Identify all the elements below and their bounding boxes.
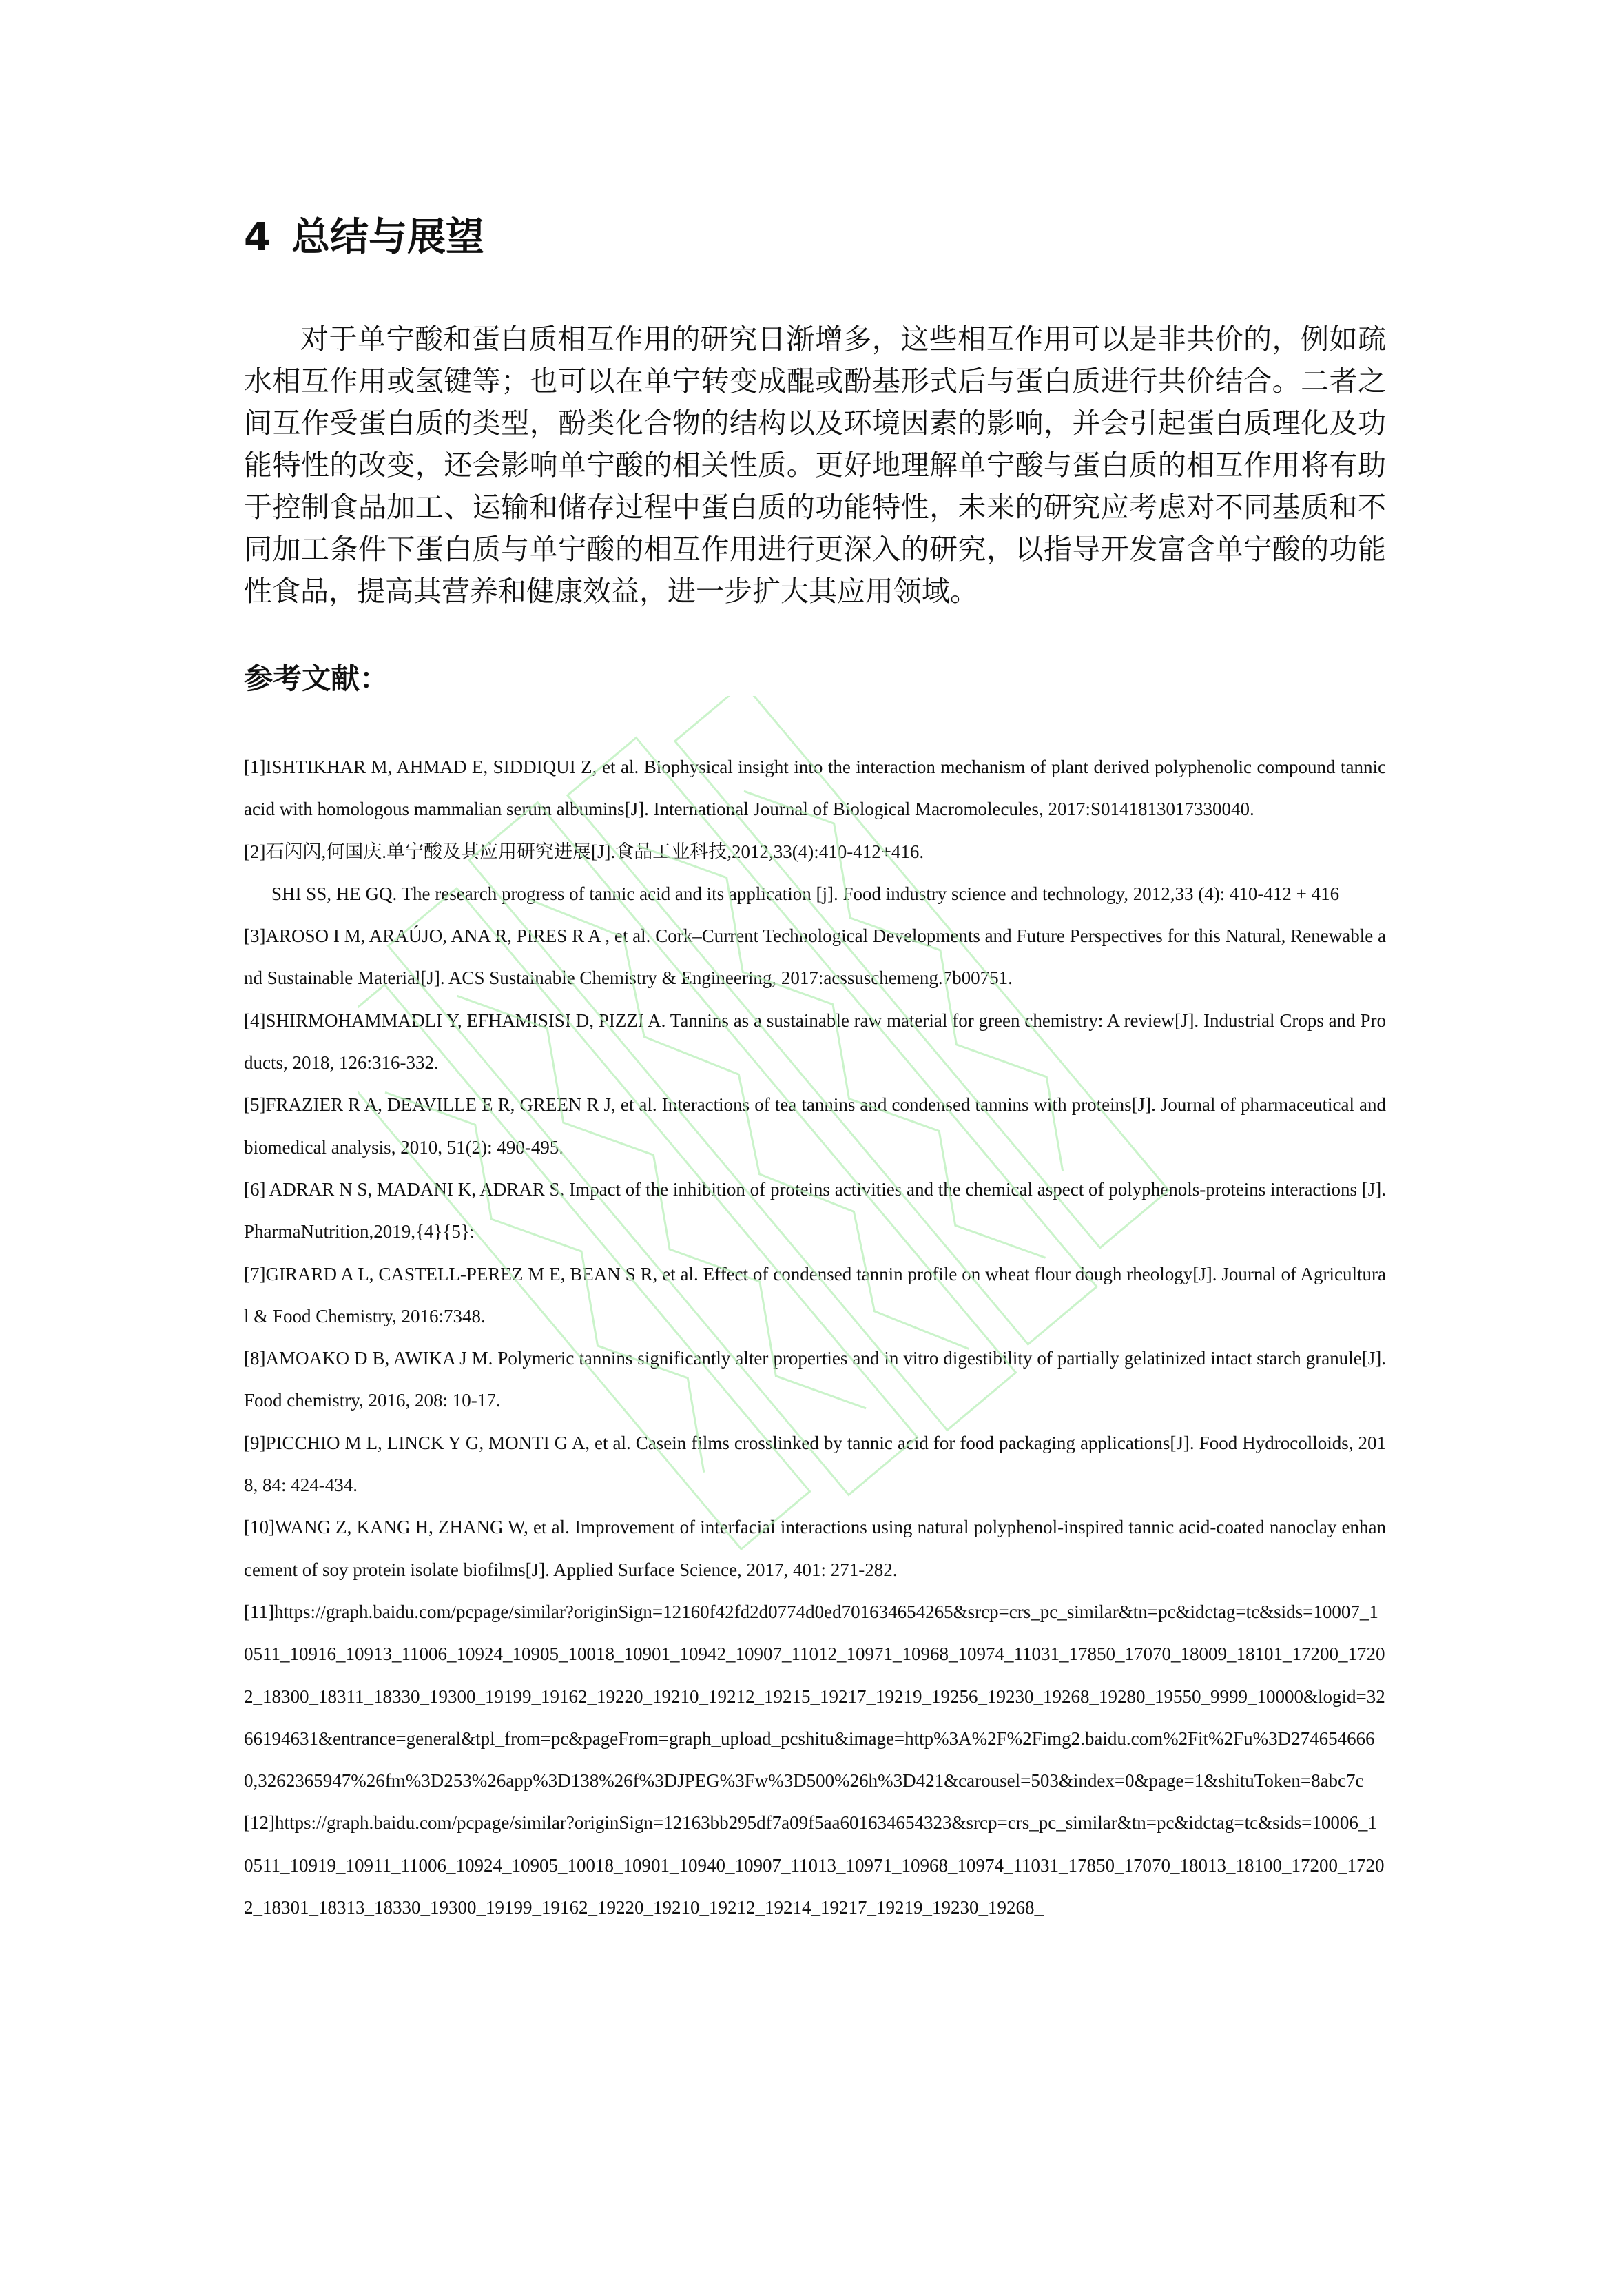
references-heading: 参考文献： [244, 662, 389, 695]
reference-item: [1]ISHTIKHAR M, AHMAD E, SIDDIQUI Z, et al. Biophysical insight into the interaction mechanism of plant derived polyphenolic compound tannic acid with homologous mammalian serum albumins[J]. International Journal of Biological Macromolecules, 2017:S0141813017330040. [244, 757, 1386, 820]
reference-item: [5]FRAZIER R A, DEAVILLE E R, GREEN R J, et al. Interactions of tea tannins and condensed tannins with proteins[J]. Journal of pharmaceutical and biomedical analysis, 2010, 51(2): 490-495. [244, 1094, 1386, 1158]
reference-item: [3]AROSO I M, ARAÚJO, ANA R, PIRES R A , et al. Cork–Current Technological Developments and Future Perspectives for this Natural, Renewable and Sustainable Material[J]. ACS Sustainable Chemistry & Engineering, 2017:acssuschemeng.7b00751. [244, 925, 1386, 989]
section-number: 4 [244, 215, 271, 260]
reference-item: [10]WANG Z, KANG H, ZHANG W, et al. Improvement of interfacial interactions using natural polyphenol-inspired tannic acid-coated nanoclay enhancement of soy protein isolate biofilms[J]. Applied Surface Science, 2017, 401: 271-282. [244, 1517, 1386, 1580]
reference-item: [11]https://graph.baidu.com/pcpage/similar?originSign=12160f42fd2d0774d0ed701634654265&srcp=crs_pc_similar&tn=pc&idctag=tc&sids=10007_10511_10916_10913_11006_10924_10905_10018_10901_10942_10907_11012_10971_10968_10974_11031_17850_17070_18009_18101_17200_17202_18300_18311_18330_19300_19199_19162_19220_19210_19212_19215_19217_19219_19256_19230_19268_19280_19550_9999_10000&logid=3266194631&entrance=general&tpl_from=pc&pageFrom=graph_upload_pcshitu&image=http%3A%2F%2Fimg2.baidu.com%2Fit%2Fu%3D2746546660,3262365947%26fm%3D253%26app%3D138%26f%3DJPEG%3Fw%3D500%26h%3D421&carousel=503&index=0&page=1&shituToken=8abc7c [244, 1601, 1385, 1792]
reference-item: [8]AMOAKO D B, AWIKA J M. Polymeric tannins significantly alter properties and in vitro digestibility of partially gelatinized intact starch granule[J]. Food chemistry, 2016, 208: 10-17. [244, 1348, 1386, 1411]
section-title: 总结与展望 [291, 215, 484, 260]
reference-item: [2]石闪闪,何国庆.单宁酸及其应用研究进展[J].食品工业科技,2012,33(4):410-412+416. [244, 841, 924, 862]
reference-translation: SHI SS, HE GQ. The research progress of tannic acid and its application [j]. Food industry science and technology, 2012,33 (4): 410-412 + 416 [271, 883, 1340, 904]
reference-item: [6] ADRAR N S, MADANI K, ADRAR S. Impact of the inhibition of proteins activities and the chemical aspect of polyphenols-proteins interactions [J]. PharmaNutrition,2019,{4}{5}: [244, 1178, 1386, 1242]
conclusion-paragraph: 对于单宁酸和蛋白质相互作用的研究日渐增多，这些相互作用可以是非共价的，例如疏水相互作用或氢键等；也可以在单宁转变成醌或酚基形式后与蛋白质进行共价结合。二者之间互作受蛋白质的类型，酚类化合物的结构以及环境因素的影响，并会引起蛋白质理化及功能特性的改变，还会影响单宁酸的相关性质。更好地理解单宁酸与蛋白质的相互作用将有助于控制食品加工、运输和储存过程中蛋白质的功能特性，未来的研究应考虑对不同基质和不同加工条件下蛋白质与单宁酸的相互作用进行更深入的研究，以指导开发富含单宁酸的功能性食品，提高其营养和健康效益，进一步扩大其应用领域。 [244, 322, 1386, 608]
reference-item: [12]https://graph.baidu.com/pcpage/similar?originSign=12163bb295df7a09f5aa601634654323&srcp=crs_pc_similar&tn=pc&idctag=tc&sids=10006_10511_10919_10911_11006_10924_10905_10018_10901_10940_10907_11013_10971_10968_10974_11031_17850_17070_18013_18100_17200_17202_18301_18313_18330_19300_19199_19162_19220_19210_19212_19214_19217_19219_19230_19268_ [244, 1812, 1385, 1918]
reference-list [244, 746, 1386, 1929]
reference-item: [9]PICCHIO M L, LINCK Y G, MONTI G A, et al. Casein films crosslinked by tannic acid for food packaging applications[J]. Food Hydrocolloids, 2018, 84: 424-434. [244, 1432, 1386, 1496]
reference-item: [7]GIRARD A L, CASTELL-PEREZ M E, BEAN S R, et al. Effect of condensed tannin profile on wheat flour dough rheology[J]. Journal of Agricultural & Food Chemistry, 2016:7348. [244, 1263, 1386, 1326]
reference-item: [4]SHIRMOHAMMADLI Y, EFHAMISISI D, PIZZI A. Tannins as a sustainable raw material for green chemistry: A review[J]. Industrial Crops and Products, 2018, 126:316-332. [244, 1009, 1386, 1074]
section-heading [244, 210, 484, 265]
